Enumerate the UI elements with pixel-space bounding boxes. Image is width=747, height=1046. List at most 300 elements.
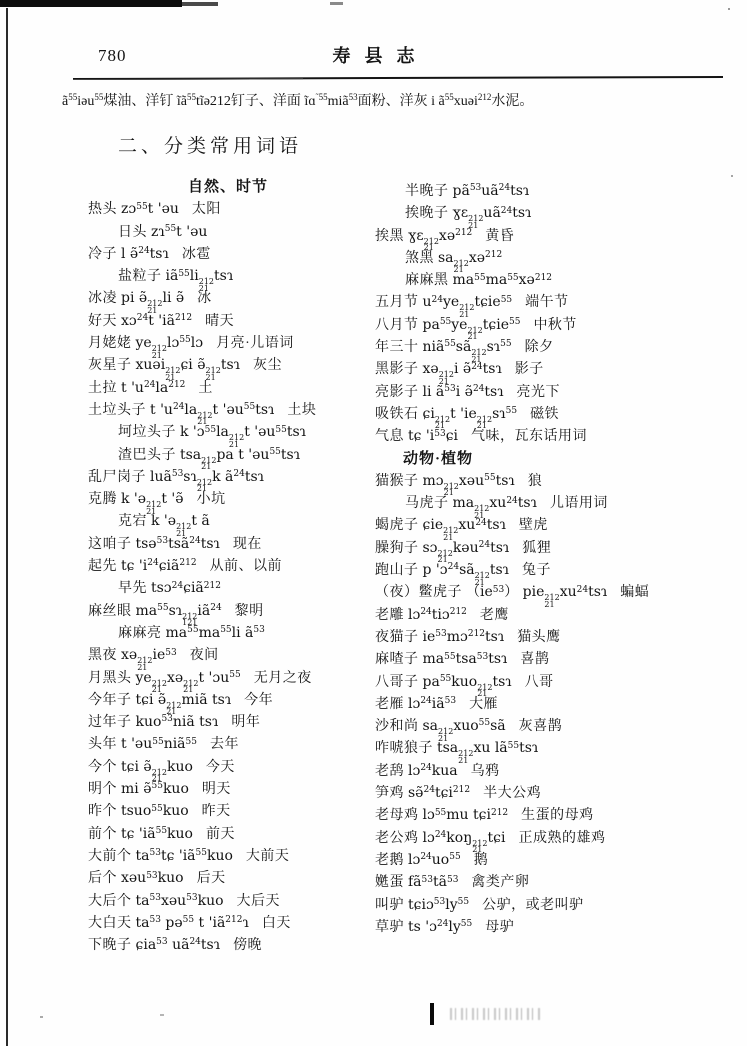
entry-gloss: 明年 bbox=[231, 715, 261, 731]
tone-mark: 212 bbox=[452, 785, 471, 796]
entry-term: 五月节 bbox=[375, 295, 419, 311]
entry-gloss: 除夕 bbox=[524, 340, 554, 356]
entry-phonetic: mɔ 212 21 xəu$^{55}$tsɿ bbox=[422, 472, 515, 498]
entry-row bbox=[375, 782, 743, 804]
entry-term: 冷子 bbox=[88, 246, 117, 262]
entry-term: 麻丝眼 bbox=[88, 603, 132, 619]
entry-gloss: 太阳 bbox=[191, 202, 221, 218]
tone-mark: 55 bbox=[439, 317, 452, 328]
entry-term: 老雁 bbox=[375, 696, 404, 712]
tone-mark: 55 bbox=[444, 92, 454, 103]
entry-gloss: 气味，瓦东话用词 bbox=[471, 429, 588, 445]
tone-mark: 55 bbox=[229, 669, 241, 680]
entry-row bbox=[375, 180, 743, 202]
entry-gloss: 今天 bbox=[205, 759, 235, 775]
entry-row bbox=[375, 559, 743, 587]
tone-mark: 24 bbox=[147, 558, 159, 569]
entry-phonetic: zɔ$^{55}$t 'əu bbox=[121, 201, 179, 218]
tone-mark: 53 bbox=[156, 937, 168, 948]
entry-gloss: 冰 bbox=[197, 291, 212, 307]
entry-gloss: 大前天 bbox=[245, 848, 290, 864]
tone-mark: 24 bbox=[420, 852, 432, 863]
tone-mark: 24 bbox=[210, 602, 222, 613]
tone-mark: 55 bbox=[275, 424, 287, 435]
entry-term: 老母鸡 bbox=[375, 808, 419, 824]
entry-term: 叫驴 bbox=[375, 897, 404, 913]
entry-term: 老公鸡 bbox=[375, 830, 419, 846]
entry-phonetic: ye 212 21 lɔ$^{55}$lɔ bbox=[135, 335, 204, 360]
entry-term: 乱尸岗子 bbox=[88, 469, 146, 485]
entry-gloss: 端午节 bbox=[525, 295, 569, 311]
entry-term: 日头 bbox=[118, 224, 147, 240]
tone-mark: 55 bbox=[68, 92, 78, 103]
entry-gloss: 晴天 bbox=[205, 313, 235, 329]
tone-mark: 24 bbox=[189, 536, 201, 547]
entry-row bbox=[375, 537, 743, 565]
entry-gloss: 大雁 bbox=[469, 696, 499, 712]
tone-stack: 212 21 bbox=[443, 481, 459, 498]
entry-term: 克宕 bbox=[118, 514, 147, 530]
entry-phonetic: tɕi ə̃ 212 21 kuo bbox=[121, 758, 193, 784]
entry-phonetic: t '$u^{24}la$ 212 21 t 'əu$^{55}$tsɿ bbox=[150, 401, 275, 427]
entry-term: 气息 bbox=[375, 429, 404, 445]
tone-mark: 212 bbox=[534, 272, 553, 283]
entry-term: 大前个 bbox=[88, 848, 132, 864]
tone-mark: 24 bbox=[423, 785, 435, 796]
tone-mark: 55 bbox=[507, 740, 520, 751]
tone-stack: 212 21 bbox=[205, 366, 221, 382]
tone-mark: 24 bbox=[138, 246, 150, 257]
entry-phonetic: $(ie^{53})$ pie 212 21 $xu^{24}tsɿ$ bbox=[466, 584, 608, 609]
scan-artifact-bottom-bar bbox=[430, 1003, 434, 1025]
entry-phonetic: ɕi 212 21 t 'ie 212 21 sɿ$^{55}$ bbox=[422, 405, 518, 431]
entry-phonetic: k 'ə 212 21 t 'ə̃ bbox=[121, 491, 184, 516]
entry-row bbox=[375, 715, 743, 743]
entry-term: 笋鸡 bbox=[375, 786, 404, 802]
entry-phonetic: $ma^{55}sɿ$ 212 121 $iã^{24}$ bbox=[135, 602, 222, 628]
entry-row bbox=[88, 198, 388, 220]
entry-row bbox=[88, 243, 388, 265]
tone-mark: 55 bbox=[136, 201, 148, 212]
entry-term: 麻麻亮 bbox=[118, 625, 162, 641]
entry-phonetic: tsa 212 21 pa t 'əu$^{55}$tsɿ bbox=[180, 446, 301, 472]
group-header: 动物·植物 bbox=[403, 450, 474, 467]
tone-mark: 24 bbox=[143, 380, 156, 391]
entry-row bbox=[88, 332, 388, 360]
entry-phonetic: $tɕiɔ^{53}ly^{55}$ bbox=[408, 896, 470, 913]
entry-gloss: 黎明 bbox=[234, 603, 264, 619]
entry-row bbox=[88, 778, 388, 800]
page-number: 780 bbox=[98, 46, 127, 65]
tone-mark: 53 bbox=[149, 915, 161, 926]
entry-term: 草驴 bbox=[375, 919, 404, 935]
entry-phonetic: $ma^{55}tsa^{53}tsɿ$ bbox=[422, 651, 508, 668]
tone-mark: 55 bbox=[500, 339, 512, 350]
entry-row bbox=[88, 823, 388, 845]
entry-phonetic: xɔ$^{24}$t '$iã^{212}$ bbox=[121, 312, 193, 329]
tone-mark: 55 bbox=[178, 268, 190, 279]
entry-phonetic: ɕia$^{53}$ $uã^{24}tsɿ$ bbox=[135, 937, 221, 954]
entry-term: 老雕 bbox=[375, 607, 404, 623]
tone-mark: 53 bbox=[469, 183, 482, 194]
entry-phonetic: ts '$ɔ^{24}ly^{55}$ bbox=[408, 918, 473, 935]
entry-row bbox=[375, 514, 743, 542]
entry-term: 盐粒子 bbox=[118, 269, 162, 285]
tone-mark: 24 bbox=[500, 205, 513, 216]
entry-phonetic: $iã^{55}li$ 212 21 tsɿ bbox=[165, 268, 234, 293]
tone-stack: 212 21 bbox=[151, 344, 167, 360]
entry-phonetic: tsə$^{53}$tsã$^{24}$tsɿ bbox=[135, 535, 220, 552]
tone-stack: 212 21 bbox=[476, 414, 493, 431]
column-right bbox=[375, 180, 743, 938]
entry-row bbox=[88, 354, 388, 382]
entry-term: 老鸹 bbox=[375, 763, 404, 779]
entry-row bbox=[88, 733, 388, 755]
entry-term: 麻麻黑 bbox=[405, 273, 449, 289]
entry-phonetic: ma 212 21 $xu^{24}tsɿ$ bbox=[452, 495, 537, 520]
entry-row bbox=[88, 444, 388, 472]
entry-term: 年三十 bbox=[375, 340, 419, 356]
tone-stack: 212 21 bbox=[176, 522, 192, 538]
entry-term: 夜猫子 bbox=[375, 629, 419, 645]
entry-phonetic: sɔ 212 21 kəu$^{24}$tsɿ bbox=[422, 539, 510, 565]
tone-mark: 55 bbox=[460, 919, 473, 930]
tone-mark: 24 bbox=[471, 361, 483, 372]
tone-stack: 212 21 bbox=[437, 548, 453, 565]
tone-mark: 55 bbox=[151, 803, 163, 814]
entry-term: 早先 bbox=[118, 581, 147, 597]
tone-mark: 212 bbox=[168, 380, 186, 391]
entry-phonetic: li $ã^{53}i$ ə̃$^{24}$tsɿ bbox=[422, 383, 504, 400]
scan-artifact-dot bbox=[731, 175, 733, 177]
tone-stack: 212 21 bbox=[544, 593, 560, 609]
entry-gloss: 乌鸦 bbox=[470, 763, 500, 779]
entry-term: 猫猴子 bbox=[375, 473, 419, 489]
entry-gloss: 小坑 bbox=[196, 492, 226, 508]
entry-row bbox=[375, 804, 743, 826]
entry-row bbox=[88, 912, 388, 934]
entry-row bbox=[375, 425, 743, 447]
entry-row bbox=[88, 310, 388, 332]
tone-mark: 55 bbox=[157, 602, 169, 613]
entry-row bbox=[375, 871, 743, 893]
entry-phonetic: $pã^{53}uã^{24}tsɿ$ bbox=[452, 183, 530, 199]
scan-artifact-dot bbox=[40, 1016, 43, 1018]
tone-stack: 212 21 bbox=[459, 303, 475, 319]
tone-mark: 55 bbox=[500, 294, 513, 305]
entry-phonetic: tɕ '$i^{53}ɕi$ bbox=[408, 428, 459, 445]
column-left bbox=[88, 176, 388, 956]
scan-artifact-dot bbox=[728, 8, 730, 10]
entry-gloss: 昨天 bbox=[201, 804, 231, 820]
entry-gloss: 老鹰 bbox=[479, 607, 509, 623]
tone-mark: 24 bbox=[576, 584, 589, 595]
entry-term: 八哥子 bbox=[375, 674, 419, 690]
tone-mark: 53 bbox=[435, 629, 447, 640]
tone-mark: 55 bbox=[195, 848, 207, 859]
entry-phonetic: sa 212 21 xə$^{212}$ bbox=[438, 249, 503, 275]
entry-row bbox=[88, 421, 388, 449]
entry-phonetic: t 'əu$^{55}$niã$^{55}$ bbox=[121, 736, 197, 753]
entry-term: 吸铁石 bbox=[375, 406, 419, 422]
entry-gloss: 今年 bbox=[244, 692, 274, 708]
entry-term: 咋唬狼子 bbox=[375, 741, 433, 757]
entry-term: 挨黑 bbox=[375, 228, 404, 244]
entry-phonetic: l ə̃$^{24}$tsɿ bbox=[121, 245, 169, 262]
entry-term: 土垃头子 bbox=[88, 402, 146, 418]
entry-row bbox=[88, 689, 388, 717]
entry-phonetic: $pa^{55}ye$ 212 21 tɕie$^{55}$ bbox=[422, 316, 521, 342]
tone-mark: 24 bbox=[434, 829, 447, 840]
entry-row bbox=[375, 849, 743, 871]
tone-mark: 53 bbox=[446, 874, 459, 885]
entry-phonetic: xəu$^{53}$kuo bbox=[121, 870, 184, 887]
entry-term: 黑夜 bbox=[88, 648, 117, 664]
entry-gloss: 土 bbox=[198, 380, 213, 396]
entry-term: 臊狗子 bbox=[375, 540, 419, 556]
tone-mark: 53 bbox=[165, 647, 177, 658]
tone-mark: 55 bbox=[182, 915, 195, 926]
entry-term: 冰凌 bbox=[88, 291, 117, 307]
entry-gloss: 狐狸 bbox=[522, 540, 552, 556]
entry-row bbox=[88, 265, 388, 293]
scan-artifact-dot bbox=[160, 1014, 164, 1016]
entry-phonetic: $ta^{53}tɕ$ '$iã^{55}kuo$ bbox=[135, 847, 233, 864]
tone-stack: 212 21 bbox=[147, 299, 163, 315]
entry-phonetic: $ma^{55}ma^{55}xə^{212}$ bbox=[452, 272, 553, 289]
entry-gloss: 大后天 bbox=[236, 893, 281, 909]
entry-gloss: 去年 bbox=[209, 737, 239, 753]
entry-phonetic: k 'ə 212 21 t ã bbox=[151, 513, 210, 538]
entry-row bbox=[375, 581, 743, 609]
entry-row bbox=[88, 466, 388, 494]
section-title: 二、分类常用词语 bbox=[118, 136, 303, 157]
tone-stack: 212 21 bbox=[146, 500, 162, 516]
entry-phonetic: $ta^{53}xəu^{53}kuo$ bbox=[135, 892, 224, 909]
tone-mark: 53 bbox=[444, 696, 457, 707]
tone-mark: 55 bbox=[185, 736, 197, 747]
tone-stack: 212 21 bbox=[151, 767, 167, 784]
tone-mark: 55 bbox=[505, 406, 518, 417]
tone-mark: 55 bbox=[474, 272, 486, 283]
tone-mark: 24 bbox=[478, 540, 491, 551]
tone-mark: 55 bbox=[484, 473, 496, 484]
entry-row bbox=[375, 291, 743, 319]
entry-row bbox=[375, 671, 743, 699]
entry-phonetic: $lɔ^{24}uo^{55}$ bbox=[408, 851, 461, 868]
tone-stack: 212 21 bbox=[453, 258, 469, 275]
entry-term: 昨个 bbox=[88, 804, 117, 820]
entry-phonetic: zɿ$^{55}$t 'əu bbox=[151, 223, 208, 240]
entry-row bbox=[88, 287, 388, 315]
entry-gloss: 八哥 bbox=[524, 674, 554, 690]
tone-mark: 212 bbox=[449, 606, 467, 617]
tone-stack: 212 21 bbox=[196, 477, 213, 494]
entry-row bbox=[375, 648, 743, 670]
entry-row bbox=[375, 894, 743, 916]
entry-term: 今个 bbox=[88, 759, 117, 775]
entry-gloss: 猫头鹰 bbox=[517, 629, 561, 645]
scan-artifact-top-bar bbox=[0, 0, 182, 7]
tone-stack: 212 21 bbox=[468, 214, 484, 230]
entry-phonetic: $lɔ^{24}iã^{53}$ bbox=[408, 695, 457, 712]
scan-artifact-dash bbox=[330, 2, 343, 5]
entry-row bbox=[88, 600, 388, 628]
entry-term: 渣巴头子 bbox=[118, 447, 176, 463]
entry-phonetic: tsuo$^{55}$kuo bbox=[121, 803, 189, 820]
entry-phonetic: xə 212 21 i ə̃$^{24}$tsɿ bbox=[422, 361, 502, 386]
entry-phonetic: $pa^{55}kuo$ 212 21 tsɿ bbox=[422, 673, 512, 699]
tone-stack: 212 21 bbox=[458, 749, 474, 765]
tone-stack: 212 21 bbox=[472, 838, 488, 855]
entry-term: 好天 bbox=[88, 313, 117, 329]
entry-phonetic: $fã^{53}tã^{53}$ bbox=[408, 874, 459, 891]
tone-mark: 212 bbox=[467, 629, 486, 640]
entry-row bbox=[88, 555, 388, 577]
entry-term: 坷垃头子 bbox=[118, 425, 176, 441]
tone-mark: 24 bbox=[420, 696, 432, 707]
entry-row bbox=[375, 737, 743, 765]
entry-row bbox=[375, 358, 743, 386]
entry-row bbox=[88, 711, 388, 733]
scan-artifact-smudge bbox=[450, 1008, 540, 1020]
tone-mark: 55 bbox=[179, 335, 191, 346]
entry-row bbox=[88, 399, 388, 427]
tone-mark: 212 bbox=[174, 313, 193, 324]
entry-gloss: 灰尘 bbox=[252, 358, 282, 374]
tone-mark: 55 bbox=[434, 807, 447, 818]
tone-stack: 212 21 bbox=[151, 678, 167, 695]
entry-gloss: 白天 bbox=[261, 915, 291, 931]
entry-row bbox=[88, 756, 388, 784]
entry-gloss: 喜鹊 bbox=[520, 652, 550, 668]
entry-gloss: 灰喜鹊 bbox=[518, 719, 563, 735]
entry-gloss: 无月之夜 bbox=[253, 670, 312, 686]
entry-gloss: 蝙蝠 bbox=[620, 585, 650, 601]
tone-mark: 53 bbox=[444, 384, 456, 395]
entry-term: 沙和尚 bbox=[375, 719, 419, 735]
entry-row bbox=[375, 202, 743, 230]
entry-phonetic: mi ə̃$^{55}$kuo bbox=[121, 781, 189, 798]
entry-term: 大后个 bbox=[88, 893, 132, 909]
tone-mark: 55 bbox=[204, 424, 217, 435]
tone-mark: 212 bbox=[477, 92, 492, 103]
entry-gloss: 儿语用词 bbox=[549, 496, 608, 512]
entry-gloss: 土块 bbox=[287, 402, 317, 418]
entry-row bbox=[88, 377, 388, 399]
entry-phonetic: tɕ '$i^{24}ɕiã^{212}$ bbox=[121, 558, 197, 575]
entry-row bbox=[375, 626, 743, 648]
tone-mark: 55 bbox=[187, 625, 199, 636]
tone-stack: 212 21 bbox=[474, 504, 490, 520]
tone-mark: 24 bbox=[136, 313, 149, 324]
tone-mark: 24 bbox=[420, 606, 432, 617]
tone-mark: 24 bbox=[498, 183, 511, 194]
tone-mark: 53 bbox=[146, 870, 158, 881]
entry-term: 下晚子 bbox=[88, 938, 132, 954]
entry-term: 这咱子 bbox=[88, 536, 132, 552]
entry-row bbox=[375, 381, 743, 403]
tone-mark: 55 bbox=[444, 651, 456, 662]
tone-mark: 53 bbox=[476, 651, 489, 662]
entry-phonetic: niã$^{55}$sã 212 21 sɿ$^{55}$ bbox=[422, 339, 512, 364]
entry-phonetic: lɔ$^{24}$koŋ 212 21 tɕi bbox=[422, 829, 506, 855]
entry-phonetic: kuo$^{53}$niã tsɿ bbox=[135, 714, 219, 731]
entry-phonetic: luã$^{53}$sɿ 212 21 k $ã^{24}tsɿ$ bbox=[150, 468, 264, 494]
entry-row bbox=[88, 644, 388, 672]
tone-mark: 53 bbox=[149, 892, 161, 903]
tone-mark: 24 bbox=[171, 580, 184, 591]
entry-row bbox=[375, 470, 743, 498]
entry-phonetic: lɔ$^{24}$kua bbox=[408, 762, 458, 779]
tone-mark: 24 bbox=[436, 919, 449, 930]
entry-phonetic: t '$u^{24}la^{212}$ bbox=[121, 379, 186, 396]
entry-gloss: 夜间 bbox=[189, 648, 219, 664]
entry-phonetic: ɣɛ 212 21 $uã^{24}tsɿ$ bbox=[452, 205, 532, 230]
tone-stack: 212 21 bbox=[165, 366, 181, 382]
entry-row bbox=[88, 488, 388, 516]
entry-phonetic: sə̃$^{24}$tɕi$^{212}$ bbox=[408, 785, 471, 802]
entry-gloss: 中秋节 bbox=[533, 317, 577, 333]
entry-term: 麻喳子 bbox=[375, 652, 419, 668]
tone-mark: 53 bbox=[186, 892, 198, 903]
entry-row bbox=[88, 867, 388, 889]
entry-row bbox=[88, 577, 388, 599]
tone-mark: 24 bbox=[447, 562, 460, 573]
entry-term: 老鹅 bbox=[375, 852, 404, 868]
tone-mark: 53 bbox=[253, 625, 265, 636]
entry-row bbox=[375, 269, 743, 291]
tone-stack: 212 21 bbox=[228, 433, 245, 449]
entry-gloss: 正成熟的雄鸡 bbox=[518, 830, 606, 846]
tone-mark: 53 bbox=[156, 536, 169, 547]
entry-term: 土拉 bbox=[88, 380, 117, 396]
tone-mark: 55 bbox=[151, 781, 163, 792]
tone-mark: 55 bbox=[220, 625, 232, 636]
tone-stack: 212 21 bbox=[434, 414, 451, 431]
tone-mark: 24 bbox=[506, 495, 518, 506]
entry-gloss: 磁铁 bbox=[530, 406, 560, 422]
entry-phonetic: lɔ$^{55}$mu tɕi$^{212}$ bbox=[422, 807, 509, 824]
entry-gloss: 兔子 bbox=[522, 563, 552, 579]
entry-row bbox=[88, 510, 388, 538]
entry-gloss: 从前、以前 bbox=[209, 559, 283, 575]
entry-phonetic: tɕi ə̃ 212 21 miã tsɿ bbox=[135, 691, 232, 717]
entry-phonetic: $u^{24}ye$ 212 21 tɕie$^{55}$ bbox=[422, 294, 513, 319]
entry-row bbox=[88, 845, 388, 867]
entry-row bbox=[375, 336, 743, 364]
tone-mark: 24 bbox=[472, 384, 485, 395]
entry-term: 大白天 bbox=[88, 915, 132, 931]
tone-mark: 212 bbox=[455, 227, 473, 238]
tone-stack: 212 21 bbox=[137, 656, 153, 672]
entry-term: 后个 bbox=[88, 871, 117, 887]
tone-stack: 212 21 bbox=[477, 682, 493, 699]
entry-term: 明个 bbox=[88, 782, 117, 798]
entry-term: 马虎子 bbox=[405, 496, 449, 512]
entry-term: 头年 bbox=[88, 737, 117, 753]
tone-mark: 24 bbox=[431, 294, 443, 305]
entry-gloss: 冰雹 bbox=[181, 246, 211, 262]
tone-stack: 212 21 bbox=[423, 236, 439, 253]
entry-row bbox=[88, 533, 388, 555]
entry-gloss: 前天 bbox=[205, 826, 235, 842]
entry-row bbox=[375, 225, 743, 253]
entry-phonetic: $ie^{53}mɔ^{212}tsɿ$ bbox=[422, 628, 505, 645]
tone-mark: 53 bbox=[171, 469, 184, 480]
entry-gloss: 影子 bbox=[514, 362, 544, 378]
entry-term: 挨晚子 bbox=[405, 206, 449, 222]
